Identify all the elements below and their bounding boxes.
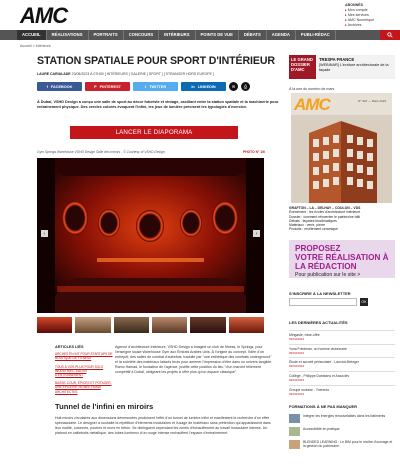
training-heading: FORMATIONS À NE PAS MANQUER: [289, 404, 358, 409]
training-thumbnail: [289, 414, 300, 423]
chevron-right-icon: ›: [255, 230, 258, 237]
article-subheading: Tunnel de l'infini en miroirs: [55, 402, 154, 411]
related-article-link[interactable]: BASSE-COUR, ÉPICES ET POTAGER, UNE ÉPICERIE SIGNÉE HUMA ARCHITECTES: [55, 381, 112, 394]
article-author[interactable]: LAURE CARIALADE: [37, 72, 71, 76]
email-share-button[interactable]: [229, 82, 238, 91]
training-thumbnail: [289, 440, 300, 449]
newsletter-submit-button[interactable]: OK: [361, 300, 367, 304]
article-body-paragraph: Agence d'architecture intérieure, VSHD Design a imaginé un club de fitness, le Springs, pour l'enseigne locale Warehouse Gym aux Émirats Arabes Unis. À l'origine du concept, l'idée d'un entrepôt, des salles de combat d'autrefois, traduite par "une esthétique des combats underground" et la sobriété des matériaux laissés bruts pour amener l'impression d'être dans un univers tangible. Ramo Hamad, le fondateur de l'agence, justifie cette position du lieu "d'un marché tellement compétitif à Dubaï, obligeant les projets à offrir plus qu'un espace classique".: [115, 345, 273, 375]
chevron-left-icon: ‹: [43, 230, 46, 237]
list-item[interactable]: [289, 414, 395, 423]
grand-dossier-logo: LE GRAND DOSSIER D'AMC: [289, 55, 316, 79]
cover-issue-number: N° 316 — Mars 2023: [358, 99, 387, 103]
share-twitter-label: TWITTER: [149, 84, 167, 89]
list-item[interactable]: [289, 371, 395, 385]
print-icon: ⎙: [243, 84, 248, 89]
latest-news-heading: LES DERNIÈRES ACTUALITÉS: [289, 320, 348, 325]
promo-line-1: PROPOSEZ: [295, 244, 341, 253]
share-facebook-label: FACEBOOK: [50, 84, 73, 89]
grand-dossier-text: [316, 55, 395, 79]
related-article-link[interactable]: ARCHES EN INT POUR STARTUPS DE BOUTIQUE DE FITNESS: [55, 352, 113, 361]
news-title: Étude et accueil périscolaire - Lanctot-Metzger: [289, 360, 359, 365]
cover-line: Produits : revêtement céramique: [289, 227, 338, 232]
cover-line: Matériaux : verre, pierre: [289, 223, 325, 228]
issue-label: À la une du numéro de mars: [289, 87, 335, 91]
photo-counter: PHOTO N° 1/6: [243, 150, 265, 154]
grand-dossier-ad[interactable]: [289, 55, 395, 79]
list-item[interactable]: [289, 330, 395, 344]
share-twitter-button[interactable]: [133, 82, 178, 91]
article-date: 23/08/2023 À 07H00: [71, 72, 104, 76]
nav-item-interieurs[interactable]: INTÉRIEURS: [159, 30, 195, 40]
print-button[interactable]: [241, 82, 250, 91]
training-thumbnail: [289, 427, 300, 436]
cover-line: GRAFTON – LA – DELHAY – COULON – VDS: [289, 206, 361, 210]
nav-item-agenda[interactable]: AGENDA: [267, 30, 296, 40]
nav-item-realisations[interactable]: RÉALISATIONS: [47, 30, 89, 40]
gym-interior-image: [37, 158, 264, 313]
list-item[interactable]: [289, 344, 395, 358]
next-photo-button[interactable]: [253, 230, 260, 237]
article-lead: À Dubaï, VSHD Design a conçu une salle de sport au décor futuriste et vintage, oscillant entre la station spatiale et la machinerie pour entraînement physique. Des cercles colorés évoquent l'infini, les jeux de lumière précisent les typologies d'exercice.: [37, 100, 279, 110]
list-item[interactable]: [289, 357, 395, 371]
email-icon: ✉: [231, 84, 236, 89]
nav-item-publi-redac[interactable]: PUBLI-RÉDAC: [296, 30, 336, 40]
grand-dossier-title: TRESPA FRANCE: [319, 57, 355, 62]
share-linkedin-button[interactable]: [181, 82, 226, 91]
grand-dossier-description: [WEBINAR] L'écriture architecturale de la façade: [319, 63, 389, 72]
news-date: 09/03/2023: [289, 364, 305, 369]
news-date: 09/03/2023: [289, 350, 305, 355]
list-item[interactable]: [289, 427, 395, 436]
nav-item-accueil[interactable]: ACCUEIL: [17, 30, 47, 40]
training-list: [289, 414, 395, 453]
thumbnail[interactable]: [75, 317, 110, 333]
related-articles-heading: ARTICLES LIÉS: [55, 345, 84, 349]
photo-caption: Gym Springs Warehouse VSHD Design Salle des miroirs - © Courtesy of VSHD Design: [37, 150, 165, 154]
promo-line-3: Pour publication sur le site >: [295, 272, 361, 278]
news-title: Collège - Philippe Dambans et Associés: [289, 374, 350, 379]
subscriber-menu: [345, 3, 400, 28]
news-date: 09/03/2023: [289, 391, 305, 396]
thumbnail[interactable]: [229, 317, 264, 333]
thumbnail[interactable]: [114, 317, 149, 333]
list-item[interactable]: [289, 440, 395, 449]
news-title: Groupe scolaire - Yvenedo: [289, 387, 330, 392]
thumbnail[interactable]: [190, 317, 225, 333]
nav-search-button[interactable]: [380, 30, 400, 40]
article-title: STATION SPATIALE POUR SPORT D'INTÉRIEUR: [37, 55, 275, 67]
hero-photo[interactable]: [37, 158, 264, 313]
slideshow-button[interactable]: LANCER LE DIAPORAMA: [70, 126, 238, 139]
linkedin-icon: in: [191, 84, 195, 89]
training-title: BLENDED LEARNING : Le BIM pour le maître d'ouvrage et la gestion du patrimoine: [303, 440, 393, 449]
list-item[interactable]: [289, 385, 395, 399]
facebook-icon: f: [46, 84, 48, 89]
newsletter-heading: S'INSCRIRE À LA NEWSLETTER: [289, 291, 351, 296]
cover-line: Événement : les écoles d'architecture intérieure: [289, 210, 361, 215]
cover-contents: [289, 206, 394, 232]
pinterest-icon: P: [94, 84, 97, 89]
breadcrumb[interactable]: Accueil > Intérieurs: [20, 44, 51, 48]
nav-item-concours[interactable]: CONCOURS: [124, 30, 159, 40]
subscriber-link-archives[interactable]: ▸ Archives: [345, 23, 400, 28]
submit-project-promo[interactable]: [289, 240, 395, 278]
nav-item-points-de-vue[interactable]: POINTS DE VUE: [196, 30, 239, 40]
news-title: Yona Friedman, un homme visionnaire: [289, 346, 347, 351]
magazine-cover[interactable]: [291, 93, 392, 203]
subscriber-link-account[interactable]: ▸ Mon compte: [345, 8, 400, 13]
news-date: 09/03/2023: [289, 337, 305, 342]
article-tags[interactable]: [ INTÉRIEURS ] GALERIE [ SPORT ] [ STRANGER HORS EUROPE ]: [104, 72, 214, 76]
share-bar: [37, 82, 250, 91]
news-title: Mingaste, mise-offre: [289, 333, 320, 337]
previous-photo-button[interactable]: [41, 230, 48, 237]
amc-logo[interactable]: AMC: [20, 3, 68, 28]
nav-item-debats[interactable]: DÉBATS: [239, 30, 267, 40]
cover-line: Dossier : comment réinventer le patrimoine bâti: [289, 214, 361, 219]
search-icon: [387, 32, 393, 38]
subscriber-link-services[interactable]: ▸ Mes services: [345, 13, 400, 18]
newsletter-email-input[interactable]: [289, 298, 357, 306]
share-pinterest-label: PINTEREST: [99, 84, 121, 89]
related-articles: [55, 345, 113, 398]
thumbnail[interactable]: [37, 317, 72, 333]
training-title: Intégrer les énergies renouvelables dans les bâtiments: [303, 414, 386, 418]
latest-news-list: [289, 330, 395, 398]
subscriber-link-digital[interactable]: ▸ AMC Numérique: [345, 18, 400, 23]
article-meta: [37, 72, 214, 76]
share-pinterest-button[interactable]: [85, 82, 130, 91]
twitter-icon: t: [144, 84, 147, 89]
photo-thumbnails: [37, 317, 264, 333]
promo-line-2: VOTRE RÉALISATION À LA RÉDACTION: [295, 253, 389, 271]
article-body-paragraph: Huit miroirs circulaires aux dimensions démesurées produisent l'effet d'un tunnel de lumière infini et manifestent la recherche d'un effet spectaculaire. Le designer a souhaité la répétition d'éléments modulaires et l'usage de matériaux sans prétention qui apparaissent dans leur nudité, colonnes, poutres et murs en béton. Se distinguent cependant les zones d'échauffement au travail musculaire intense. Un plafond en caillebotis métallique, des tubes lumineux d'un rouge intense réchauffent l'espace d'entraînement.: [55, 416, 271, 436]
training-title: Accessibilité en pratique: [303, 427, 340, 431]
news-date: 09/03/2023: [289, 378, 305, 383]
cover-logo: AMC: [294, 95, 330, 114]
cover-line: Débats : façades bioclimatiques: [289, 218, 337, 223]
subscriber-menu-title: ABONNÉS: [345, 3, 363, 7]
share-linkedin-label: LINKEDIN: [197, 84, 216, 89]
related-article-link[interactable]: TOUS À VOS PLUS POUR SOLS INDUSTRIEL, SALON D'ENTRAÎNEMENT: [55, 364, 104, 378]
share-facebook-button[interactable]: [37, 82, 82, 91]
site-header: [0, 0, 400, 30]
main-nav: [0, 30, 400, 40]
thumbnail[interactable]: [152, 317, 187, 333]
nav-item-portraits[interactable]: PORTRAITS: [89, 30, 124, 40]
